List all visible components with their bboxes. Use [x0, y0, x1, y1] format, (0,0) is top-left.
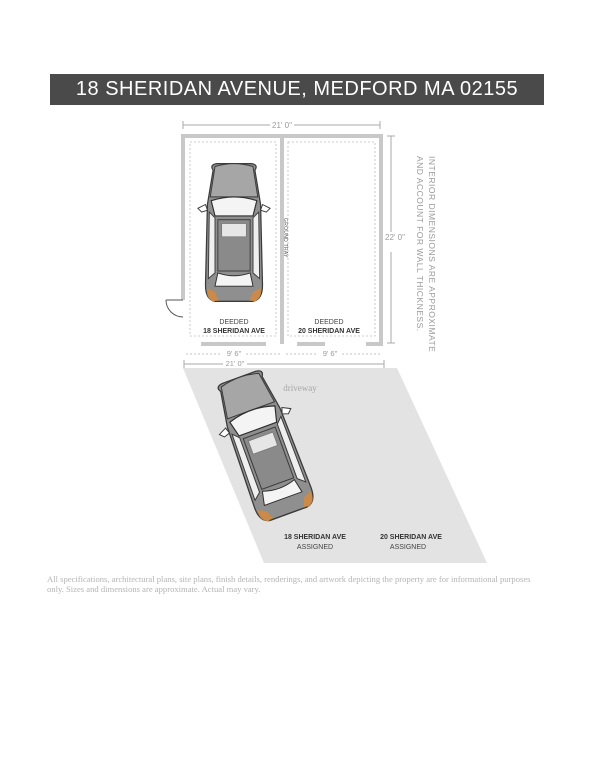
- note-line-2: AND ACCOUNT FOR WALL THICKNESS.: [415, 156, 425, 332]
- dim-top-label: 21' 0": [272, 121, 292, 130]
- spot-2-label-line1: 20 SHERIDAN AVE: [380, 534, 442, 541]
- door-swing: [166, 300, 183, 317]
- dim-bay-1-label: 9' 6": [226, 349, 242, 358]
- bay-1-label-line2: 18 SHERIDAN AVE: [203, 328, 265, 335]
- disclaimer: All specifications, architectural plans, site plans, finish details, renderings, and artwork depicting the property are for informational purposes only. Sizes and dimensions are approximate. Actual may vary.: [47, 574, 531, 594]
- spot-1-label-line2: ASSIGNED: [296, 544, 334, 551]
- driveway-label: driveway: [283, 383, 317, 393]
- bay-2-label-line1: DEEDED: [314, 319, 344, 326]
- note-line-1: INTERIOR DIMENSIONS ARE APPROXIMATE: [427, 156, 437, 353]
- dim-right-label: 22' 0": [385, 233, 405, 242]
- bay-2-label-line2: 20 SHERIDAN AVE: [298, 328, 360, 335]
- page-title: 18 SHERIDAN AVENUE, MEDFORD MA 02155: [50, 74, 544, 105]
- spot-2-label-line2: ASSIGNED: [389, 544, 427, 551]
- dim-bottom-label: 21' 0": [225, 359, 245, 368]
- spot-1-label-line1: 18 SHERIDAN AVE: [284, 534, 346, 541]
- bay-1-label-line1: DEEDED: [219, 319, 249, 326]
- wall-label: GROUND TRAY: [282, 218, 288, 258]
- car-garage: [198, 164, 270, 302]
- bay-2-outline: [288, 142, 375, 336]
- dim-bay-2-label: 9' 6": [322, 349, 338, 358]
- dimension-bottom: [184, 360, 384, 368]
